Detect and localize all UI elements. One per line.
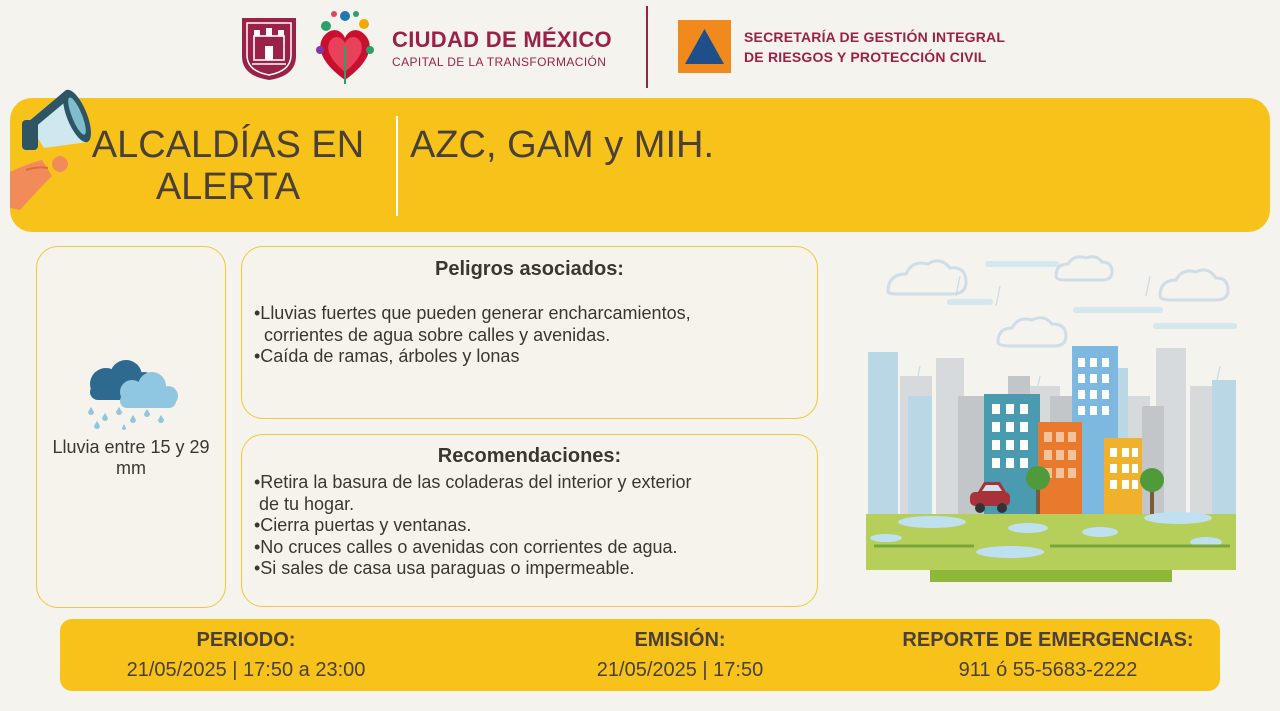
emergency-report-label: REPORTE DE EMERGENCIAS: [902,629,1194,651]
cdmx-title: CIUDAD DE MÉXICO [392,27,612,52]
cdmx-subtitle: CAPITAL DE LA TRANSFORMACIÓN [392,55,607,69]
alert-label: ALCALDÍAS EN ALERTA [91,124,365,208]
header [0,0,1280,95]
emergency-phone: 911 ó 55-5683-2222 [958,659,1138,681]
emission-value: 21/05/2025 | 17:50 [596,659,764,681]
header-divider [646,6,648,88]
coat-of-arms-icon [240,16,298,82]
heart-emblem-icon [312,6,378,88]
rain-amount-text: Lluvia entre 15 y 29 mm [52,437,210,478]
alert-municipalities: AZC, GAM y MIH. [410,124,714,166]
period-value: 21/05/2025 | 17:50 a 23:00 [126,659,366,681]
hazards-title: Peligros asociados: [435,258,624,280]
rain-cloud-icon [78,358,182,430]
recommendations-title: Recomendaciones: [437,445,622,467]
agency-name-line2: DE RIESGOS Y PROTECCIÓN CIVIL [744,49,987,65]
period-label: PERIODO: [196,629,296,651]
recommendations-list: •Retira la basura de las coladeras del interior y exterior de tu hogar. •Cierra puertas y ventanas. •No cruces calles o avenidas con corrientes de agua. •Si sales de casa usa paraguas o impermeable. [254,472,692,578]
banner-divider [396,116,398,216]
civil-protection-triangle-icon [678,20,731,73]
emission-label: EMISIÓN: [634,629,726,651]
rainy-city-illustration [860,246,1244,602]
hazards-list: •Lluvias fuertes que pueden generar encharcamientos, corrientes de agua sobre calles y avenidas. •Caída de ramas, árboles y lonas [254,303,691,366]
agency-name-line1: SECRETARÍA DE GESTIÓN INTEGRAL [744,29,1006,45]
